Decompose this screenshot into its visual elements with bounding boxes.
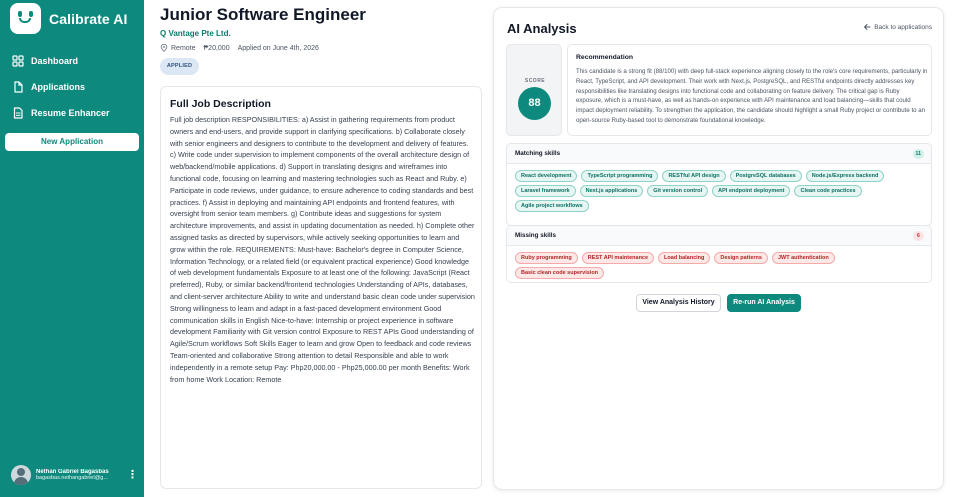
description-title: Full Job Description	[170, 98, 271, 110]
view-analysis-history-button[interactable]: View Analysis History	[636, 294, 721, 312]
job-location: Remote	[171, 44, 196, 52]
matching-skills-list	[515, 170, 925, 212]
missing-skill-chip: Basic clean code supervision	[515, 267, 604, 279]
matching-skill-chip: RESTful API design	[662, 170, 725, 182]
logo-icon	[10, 3, 41, 34]
arrow-left-icon	[863, 23, 871, 31]
job-description-card	[160, 86, 482, 489]
matching-skill-chip: PostgreSQL databases	[730, 170, 802, 182]
sidebar-item-applications[interactable]	[12, 74, 136, 100]
score-label: SCORE	[524, 78, 546, 84]
matching-skills-title: Matching skills	[515, 150, 561, 157]
description-text: Full job description RESPONSIBILITIES: a) Assist in gathering requirements from product owners and end-users, and provide support in clarifying specifications. b) Collaborate closely with senior engineers and designers to contribute to the development and delivery of features. c) Write code under supervision to implement components of the overall architecture design of web/backend/mobile applications. d) Support in translating designs and wireframes into functional code, focusing on learning and mastering technologies such as React and Ruby. e) Participate in code reviews, under guidance, to ensure adherence to coding standards and best practices. f) Assist in deploying and maintaining API endpoints and frontend features, with oversight from senior team members. g) Contribute ideas and suggestions for system architecture improvements, and assist in updating documentation as needed. h) Complete other assigned tasks as directed by supervisors, while actively seeking opportunities to learn and grow within the role. REQUIREMENTS: Must-have: Bachelor's degree in Computer Science, Information Technology, or a related field (or equivalent practical experience) Good knowledge of web development fundamentals Exposure to at least one of the following: JavaScript (React preferred), Ruby, or similar backend/frontend technologies Understanding of APIs, databases, and client-server architecture Ability to write and understand basic clean code under supervision Strong willingness to learn and adapt in a fast-paced development environment Good communication skills in English Nice-to-have: Internship or project experience in software development Familiarity with Git version control Exposure to REST APIs Good understanding of Agile/Scrum workflows Soft Skills Eager to learn and grow Open to feedback and code reviews Team-oriented and collaborative Strong attention to detail Responsible and able to work independently in a remote setup Pay: Php20,000.00 - Php25,000.00 per month Benefits: Work from home Work Location: Remote	[170, 115, 475, 384]
sidebar-item-label: Applications	[31, 82, 86, 92]
document-icon	[12, 81, 24, 93]
matching-skill-chip: Git version control	[647, 185, 708, 197]
matching-skill-chip: Clean code practices	[794, 185, 861, 197]
more-vertical-icon[interactable]: ⋮	[127, 469, 138, 481]
matching-count-badge: 11	[913, 149, 924, 159]
missing-skills-list	[515, 252, 925, 279]
missing-skills-title: Missing skills	[515, 232, 556, 239]
sidebar-item-label: Resume Enhancer	[31, 108, 110, 118]
missing-skills-card	[506, 225, 932, 283]
back-label: Back to applications	[874, 23, 932, 31]
recommendation-card	[567, 44, 932, 136]
location-pin-icon	[160, 44, 168, 52]
matching-skill-chip: Laravel framework	[515, 185, 576, 197]
recommendation-text: This candidate is a strong fit (88/100) with deep full-stack experience aligning closely to the role's core requirements, particularly in React, TypeScript, and API development. Their work with Next.js, PostgreSQL, and RESTful endpoints directly addresses key responsibilities like translating designs into functional code and collaborating on feature delivery. The critical gap is Ruby exposure, which is a must-have, as well as hands-on experience with API maintenance and load balancing—skills that could impact deployment reliability. To strengthen the application, the candidate should highlight a small Ruby project or contribute to an open-source Ruby-based tool to demonstrate foundational knowledge.	[576, 68, 928, 124]
score-value: 88	[518, 87, 551, 120]
status-badge: APPLIED	[160, 58, 199, 75]
user-email: bagasbas.nethangabriel@g...	[36, 475, 108, 481]
job-salary: ₱20,000	[203, 44, 230, 52]
brand[interactable]	[10, 3, 127, 34]
file-text-icon	[12, 107, 24, 119]
missing-skill-chip: Design patterns	[714, 252, 768, 264]
new-application-button[interactable]: New Application	[5, 133, 139, 151]
matching-skills-card	[506, 143, 932, 226]
panel-title: AI Analysis	[507, 21, 577, 36]
job-title: Junior Software Engineer	[160, 5, 366, 24]
applied-date: Applied on June 4th, 2026	[237, 44, 319, 52]
grid-icon	[12, 55, 24, 67]
missing-skill-chip: Ruby programming	[515, 252, 578, 264]
matching-skill-chip: Next.js applications	[580, 185, 644, 197]
user-profile[interactable]	[11, 464, 138, 486]
matching-skill-chip: React development	[515, 170, 577, 182]
job-meta	[160, 44, 319, 52]
ai-analysis-panel	[493, 7, 944, 490]
recommendation-title: Recommendation	[576, 54, 634, 61]
missing-count-badge: 6	[913, 231, 924, 241]
user-name: Nethan Gabriel Bagasbas	[36, 469, 109, 475]
matching-skill-chip: Node.js/Express backend	[806, 170, 885, 182]
missing-skill-chip: JWT authentication	[772, 252, 835, 264]
sidebar-item-label: Dashboard	[31, 56, 79, 66]
sidebar-item-resume-enhancer[interactable]	[12, 100, 136, 126]
matching-skill-chip: API endpoint deployment	[712, 185, 790, 197]
sidebar	[0, 0, 144, 497]
brand-name: Calibrate AI	[49, 10, 128, 27]
score-card	[506, 44, 562, 136]
missing-skill-chip: Load balancing	[658, 252, 710, 264]
rerun-ai-analysis-button[interactable]: Re-run AI Analysis	[727, 294, 801, 312]
company-name[interactable]: Q Vantage Pte Ltd.	[160, 29, 231, 38]
matching-skill-chip: Agile project workflows	[515, 200, 589, 212]
avatar	[11, 465, 31, 485]
sidebar-item-dashboard[interactable]	[12, 48, 136, 74]
matching-skill-chip: TypeScript programming	[581, 170, 658, 182]
missing-skill-chip: REST API maintenance	[582, 252, 654, 264]
sidebar-nav	[12, 48, 136, 126]
back-to-applications-link[interactable]	[863, 23, 932, 31]
